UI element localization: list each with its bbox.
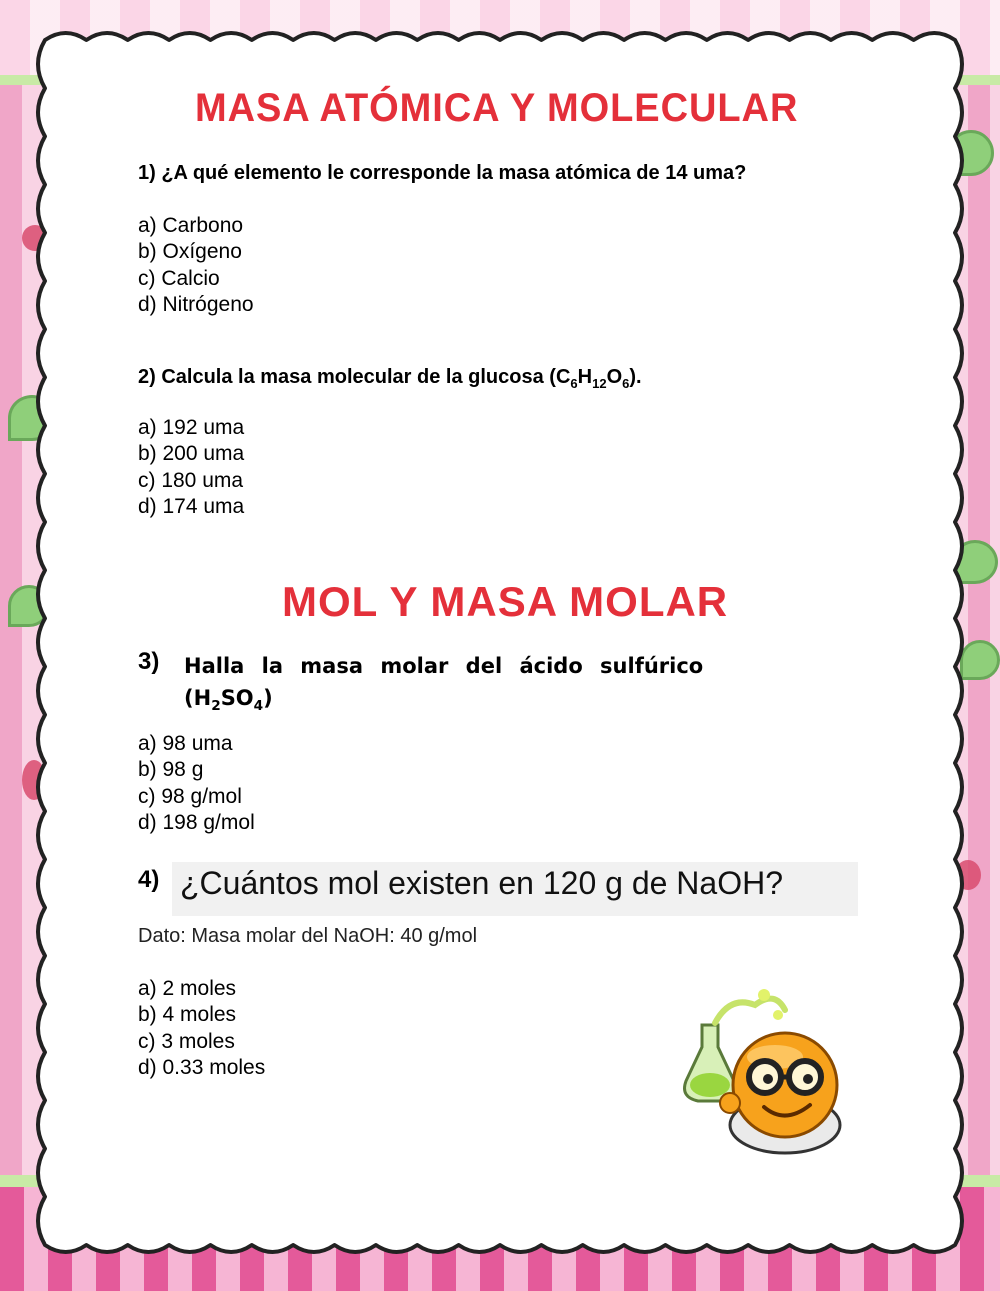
option-a[interactable]: a) 98 uma <box>138 732 233 755</box>
section-title-molar-mass: MOL Y MASA MOLAR <box>282 578 729 625</box>
option-c[interactable]: c) 180 uma <box>138 468 244 492</box>
question-1-text: 1) ¿A qué elemento le corresponde la masa atómica de 14 uma? <box>138 162 747 184</box>
q3-f-close: ) <box>263 686 273 710</box>
q2-h: H <box>577 366 593 388</box>
question-2-options <box>138 415 244 520</box>
question-2-text <box>138 366 642 391</box>
q3-so: SO <box>220 686 254 710</box>
q2-o: O <box>606 366 623 388</box>
section-title-atomic-mass: MASA ATÓMICA Y MOLECULAR <box>195 86 799 130</box>
option-b[interactable]: b) 98 g <box>138 758 204 782</box>
option-a[interactable]: a) 2 moles <box>138 977 237 1000</box>
option-a[interactable]: a) Carbono <box>138 214 244 237</box>
question-3-options <box>138 731 255 836</box>
option-d[interactable]: d) 174 uma <box>138 494 245 518</box>
option-b[interactable]: b) 4 moles <box>138 1003 237 1027</box>
question-4-data: Dato: Masa molar del NaOH: 40 g/mol <box>138 925 478 947</box>
option-b[interactable]: b) Oxígeno <box>138 240 242 264</box>
question-1-options <box>138 213 254 318</box>
question-4-text: ¿Cuántos mol existen en 120 g de NaOH? <box>180 865 783 901</box>
question-4-options <box>138 976 265 1081</box>
question-3-text <box>184 650 744 722</box>
scientist-smiley-icon <box>660 985 870 1155</box>
q3-formula <box>184 682 744 722</box>
question-4-number: 4) <box>138 866 160 893</box>
q2-sub-c: 6 <box>570 376 578 391</box>
q3-line1: Halla la masa molar del ácido sulfúrico <box>184 654 704 678</box>
option-b[interactable]: b) 200 uma <box>138 442 245 466</box>
q2-sub-o: 6 <box>622 376 630 391</box>
q2-sub-h: 12 <box>592 376 607 391</box>
option-c[interactable]: c) Calcio <box>138 266 220 290</box>
q3-sub-o: 4 <box>253 698 264 715</box>
option-c[interactable]: c) 98 g/mol <box>138 784 242 808</box>
option-d[interactable]: d) Nitrógeno <box>138 292 254 316</box>
q2-suffix: ). <box>629 366 642 388</box>
question-3-number: 3) <box>138 648 160 675</box>
option-a[interactable]: a) 192 uma <box>138 416 245 439</box>
q2-prefix: 2) Calcula la masa molecular de la glucosa (C <box>138 366 571 388</box>
q3-sub-h: 2 <box>211 698 221 715</box>
q3-f-open: (H <box>184 686 212 710</box>
option-d[interactable]: d) 0.33 moles <box>138 1055 266 1079</box>
option-d[interactable]: d) 198 g/mol <box>138 810 255 834</box>
option-c[interactable]: c) 3 moles <box>138 1029 235 1053</box>
